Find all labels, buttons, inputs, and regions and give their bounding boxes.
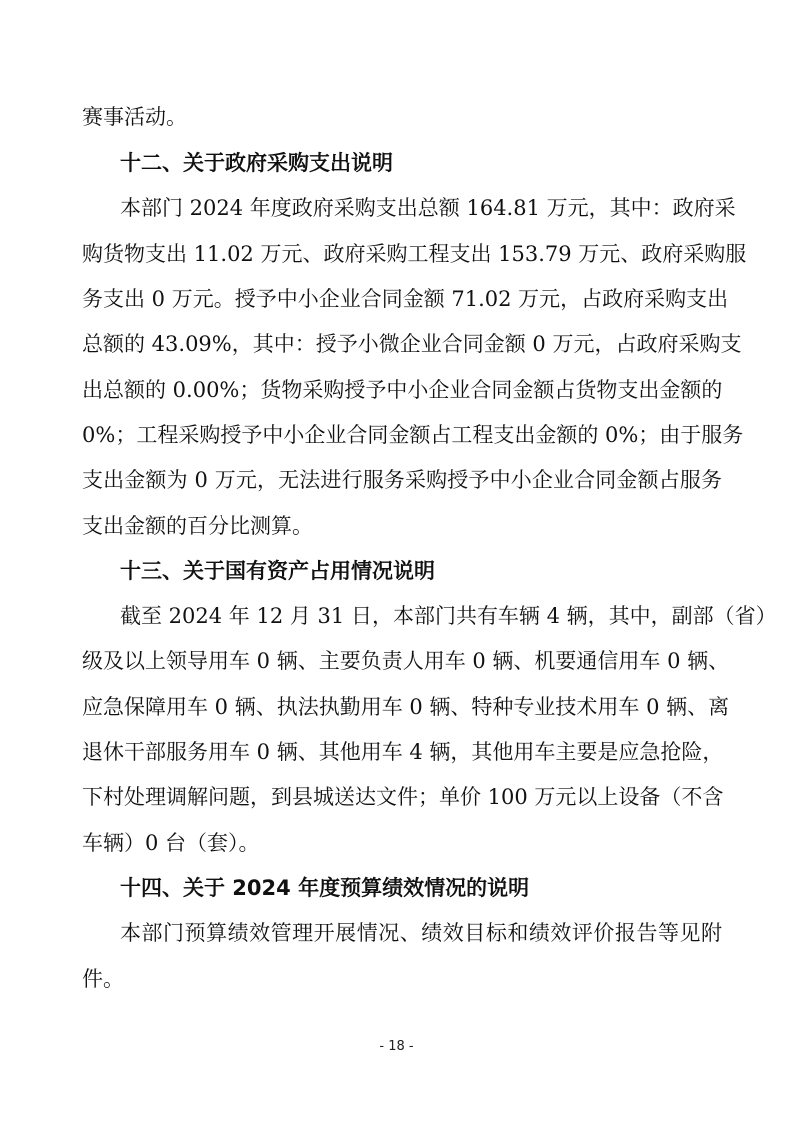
section-heading-state-assets: 十三、关于国有资产占用情况说明	[120, 559, 435, 583]
paragraph-line: 本部门预算绩效管理开展情况、绩效目标和绩效评价报告等见附	[120, 921, 722, 945]
paragraph-line: 赛事活动。	[82, 105, 187, 129]
paragraph-line: 本部门 2024 年度政府采购支出总额 164.81 万元，其中：政府采	[120, 196, 736, 220]
paragraph-line: 车辆）0 台（套）。	[82, 831, 260, 855]
page-number: - 18 -	[379, 1039, 414, 1054]
paragraph-line: 件。	[82, 967, 124, 991]
paragraph-line: 购货物支出 11.02 万元、政府采购工程支出 153.79 万元、政府采购服	[82, 242, 747, 266]
paragraph-line: 出总额的 0.00%；货物采购授予中小企业合同金额占货物支出金额的	[82, 378, 723, 402]
paragraph-line: 退休干部服务用车 0 辆、其他用车 4 辆，其他用车主要是应急抢险，	[82, 740, 724, 764]
paragraph-line: 支出金额的百分比测算。	[82, 514, 313, 538]
paragraph-line: 0%；工程采购授予中小企业合同金额占工程支出金额的 0%；由于服务	[82, 423, 744, 447]
section-heading-budget-performance: 十四、关于 2024 年度预算绩效情况的说明	[120, 876, 530, 900]
paragraph-line: 级及以上领导用车 0 辆、主要负责人用车 0 辆、机要通信用车 0 辆、	[82, 649, 730, 673]
section-heading-government-procurement: 十二、关于政府采购支出说明	[120, 151, 393, 175]
paragraph-line: 下村处理调解问题，到县城送达文件；单价 100 万元以上设备（不含	[82, 785, 724, 809]
paragraph-line: 支出金额为 0 万元，无法进行服务采购授予中小企业合同金额占服务	[82, 468, 722, 492]
paragraph-line: 务支出 0 万元。授予中小企业合同金额 71.02 万元，占政府采购支出	[82, 287, 729, 311]
paragraph-line: 应急保障用车 0 辆、执法执勤用车 0 辆、特种专业技术用车 0 辆、离	[82, 695, 730, 719]
paragraph-line: 总额的 43.09%，其中：授予小微企业合同金额 0 万元，占政府采购支	[82, 332, 742, 356]
paragraph-line: 截至 2024 年 12 月 31 日，本部门共有车辆 4 辆，其中，副部（省）	[120, 604, 777, 628]
